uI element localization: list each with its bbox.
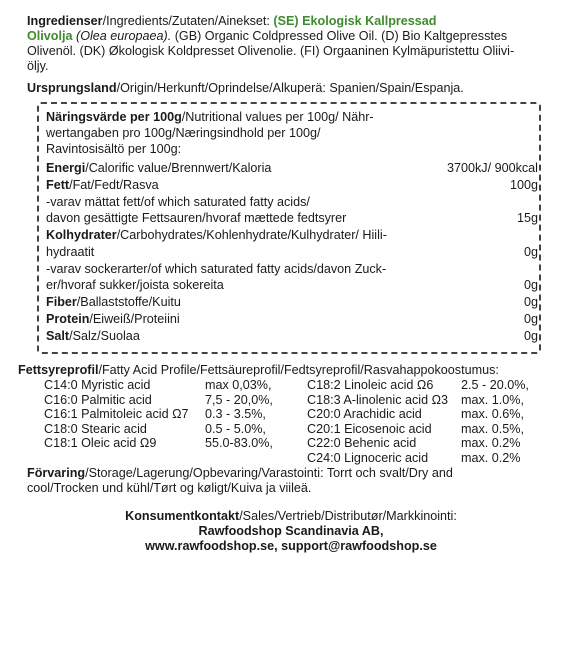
nutrition-title-line3: Ravintosisältö per 100g: — [46, 142, 182, 156]
fatty-acid-left-value: 55.0-83.0%, — [205, 436, 273, 450]
fatty-acid-left-value: max 0,03%, — [205, 378, 272, 392]
ingredients-heading: Ingredienser — [27, 14, 103, 28]
carbs-bold: Kolhydrater — [46, 228, 117, 242]
storage-section — [27, 466, 547, 496]
fatty-acid-right-name: C18:2 Linoleic acid Ω6 — [307, 378, 434, 392]
fatty-acid-right-name: C18:3 A-linolenic acid Ω3 — [307, 392, 449, 407]
fatty-acid-right-value: max. 0.2% — [461, 436, 521, 450]
storage-text1: /Storage/Lagerung/Opbevaring/Varastointi: Torrt och svalt/Dry and — [85, 466, 453, 480]
salt-bold: Salt — [46, 329, 70, 343]
ingredients-latin-name: (Olea europaea). — [76, 29, 172, 43]
protein-bold: Protein — [46, 312, 90, 326]
storage-text2: cool/Trocken und kühl/Tørt og køligt/Kuiva ja viileä. — [27, 481, 312, 495]
fatty-acid-heading-line — [18, 363, 499, 378]
carbs-rest: /Carbohydrates/Kohlenhydrate/Kulhydrater/ Hiili- — [116, 228, 387, 242]
fatty-acid-left-value: 7,5 - 20,0%, — [205, 392, 273, 407]
origin-heading: Ursprungsland — [27, 81, 117, 95]
nutrition-fat-label — [46, 178, 159, 193]
fatty-acid-right-value: max. 0.2% — [461, 450, 521, 465]
fatty-acid-left-value: 0.3 - 3.5%, — [205, 407, 266, 421]
nutrition-title-bold: Näringsvärde per 100g — [46, 110, 182, 124]
nutrition-sugar-line2: er/hvoraf sukker/joista sokereita — [46, 278, 224, 292]
energy-rest: /Calorific value/Brennwert/Kaloria — [85, 161, 272, 175]
ingredients-line2-rest: (GB) Organic Coldpressed Olive Oil. (D) Bio Kaltgepresstes — [174, 29, 508, 43]
ingredients-line4: öljy. — [27, 59, 49, 73]
fatty-acid-heading: Fettsyreprofil — [18, 363, 99, 377]
fatty-acid-left-name: C14:0 Myristic acid — [44, 378, 151, 392]
fatty-acid-right-name: C22:0 Behenic acid — [307, 436, 417, 450]
fatty-acid-right-name: C24:0 Lignoceric acid — [307, 450, 429, 465]
nutrition-carbs-line2: hydraatit — [46, 245, 95, 259]
fatty-acid-right-value: max. 0.6%, — [461, 407, 524, 421]
fatty-acid-right-value: max. 1.0%, — [461, 392, 524, 407]
fatty-acid-right-name: C20:1 Eicosenoic acid — [307, 421, 432, 436]
nutrition-sugar-line1: -varav sockerarter/of which saturated fatty acids/davon Zuck- — [46, 262, 387, 276]
origin-text: /Origin/Herkunft/Oprindelse/Alkuperä: Spanien/Spain/Espanja. — [116, 81, 464, 95]
fat-rest: /Fat/Fedt/Rasva — [69, 178, 159, 192]
fat-bold: Fett — [46, 178, 70, 192]
origin-line — [27, 81, 464, 96]
nutrition-fat-value: 100g — [509, 178, 538, 192]
contact-links: www.rawfoodshop.se, support@rawfoodshop.se — [145, 539, 437, 553]
nutrition-protein-value: 0g — [523, 312, 538, 326]
ingredients-section — [27, 14, 567, 74]
nutrition-carbs-label — [46, 228, 387, 243]
contact-heading: Konsumentkontakt — [125, 509, 240, 523]
salt-rest: /Salz/Suolaa — [69, 329, 140, 343]
nutrition-saturated-line1: -varav mättat fett/of which saturated fatty acids/ — [46, 195, 310, 209]
fatty-acid-left-name: C16:0 Palmitic acid — [44, 392, 152, 407]
contact-heading-rest: /Sales/Vertrieb/Distributør/Markkinointi: — [239, 509, 457, 523]
nutrition-saturated-line2: davon gesättigte Fettsauren/hvoraf mættede fedtsyrer — [46, 211, 347, 225]
nutrition-energy-value: 3700kJ/ 900kcal — [446, 161, 538, 175]
contact-section — [0, 509, 582, 554]
ingredients-heading-rest: /Ingredients/Zutaten/Ainekset: — [102, 14, 270, 28]
protein-rest: /Eiweiß/Proteiini — [89, 312, 180, 326]
nutrition-title-line1 — [46, 110, 374, 125]
fatty-acid-right-name: C20:0 Arachidic acid — [307, 407, 422, 421]
energy-bold: Energi — [46, 161, 86, 175]
ingredients-line3: Olivenöl. (DK) Økologisk Koldpresset Olivenolie. (FI) Orgaaninen Kylmäpuristettu Oliivi- — [27, 44, 515, 58]
nutrition-salt-label — [46, 329, 140, 344]
nutrition-salt-value: 0g — [523, 329, 538, 343]
nutrition-carbs-value: 0g — [523, 245, 538, 259]
nutrition-saturated-value: 15g — [516, 211, 538, 225]
nutrition-protein-label — [46, 312, 180, 327]
fatty-acid-left-name: C16:1 Palmitoleic acid Ω7 — [44, 407, 189, 421]
storage-heading: Förvaring — [27, 466, 86, 480]
nutrition-fiber-value: 0g — [523, 295, 538, 309]
fatty-acid-left-name: C18:0 Stearic acid — [44, 421, 147, 436]
fatty-acid-right-value: max. 0.5%, — [461, 421, 524, 436]
nutrition-energy-label — [46, 161, 271, 176]
ingredients-product-se: (SE) Ekologisk Kallpressad — [273, 14, 437, 28]
nutrition-fiber-label — [46, 295, 181, 310]
fatty-acid-left-value: 0.5 - 5.0%, — [205, 421, 266, 436]
fatty-acid-heading-rest: /Fatty Acid Profile/Fettsäureprofil/Fedtsyreprofil/Rasvahappokoostumus: — [98, 363, 499, 377]
nutrition-title-rest: /Nutritional values per 100g/ Nähr- — [181, 110, 374, 124]
fiber-bold: Fiber — [46, 295, 77, 309]
fiber-rest: /Ballaststoffe/Kuitu — [76, 295, 181, 309]
fatty-acid-right-value: 2.5 - 20.0%, — [461, 378, 529, 392]
nutrition-title-line2: wertangaben pro 100g/Næringsindhold per 100g/ — [46, 126, 321, 140]
fatty-acid-left-name: C18:1 Oleic acid Ω9 — [44, 436, 157, 450]
nutrition-sugar-value: 0g — [523, 278, 538, 292]
ingredients-product-line2: Olivolja — [27, 29, 73, 43]
contact-company: Rawfoodshop Scandinavia AB, — [198, 524, 384, 538]
